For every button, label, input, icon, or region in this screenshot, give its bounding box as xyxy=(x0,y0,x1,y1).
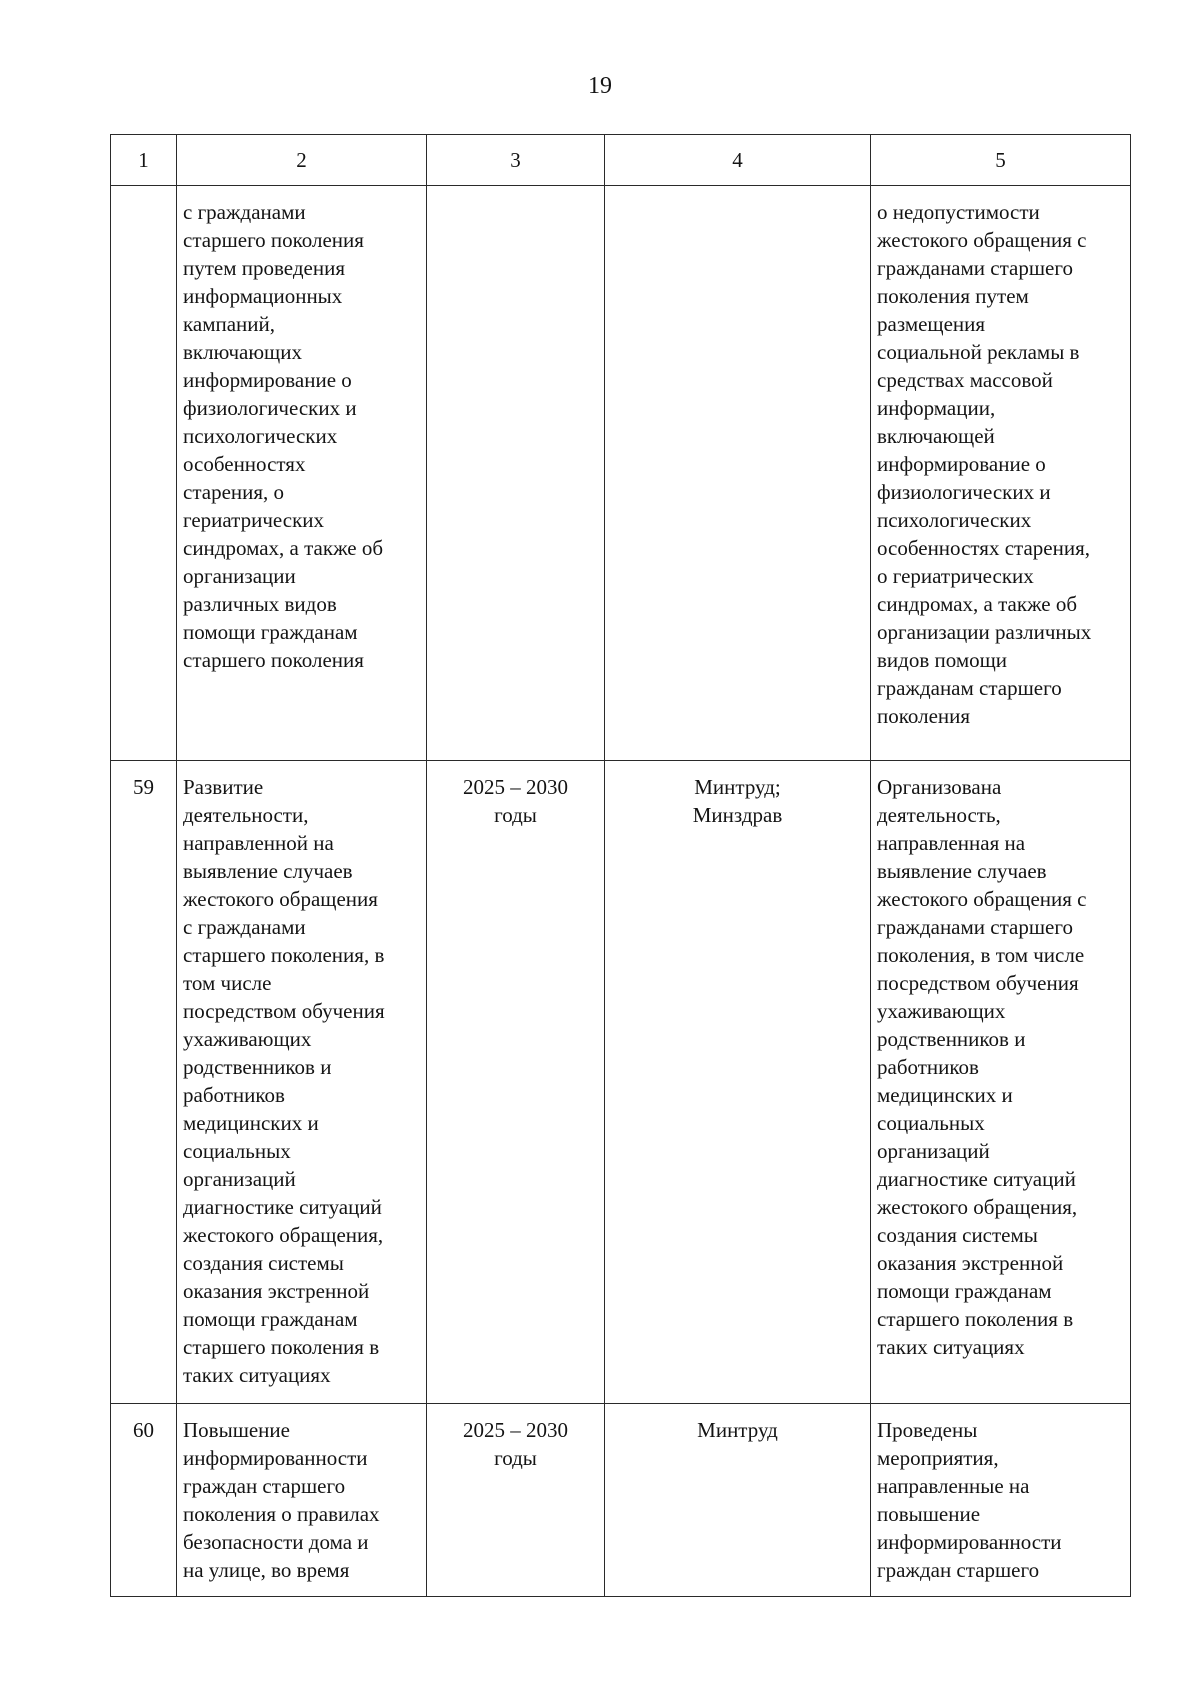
result-line: ухаживающих xyxy=(877,999,1006,1023)
column-number-row xyxy=(111,135,1131,186)
measure-line: старения, о xyxy=(183,480,285,504)
result-line: информирование о xyxy=(877,452,1046,476)
column-header-2: 2 xyxy=(177,135,427,186)
result-line: социальных xyxy=(877,1111,985,1135)
result-line: о гериатрических xyxy=(877,564,1034,588)
measure-line: посредством обучения xyxy=(183,999,385,1023)
measure-line: том числе xyxy=(183,971,272,995)
measure-line: Развитие xyxy=(183,775,264,799)
column-header-3: 3 xyxy=(427,135,605,186)
result-line: жестокого обращения с xyxy=(877,228,1087,252)
responsible-line: Минздрав xyxy=(692,803,783,827)
result-line: размещения xyxy=(877,312,986,336)
table-row xyxy=(111,761,1131,1404)
column-header-4: 4 xyxy=(605,135,871,186)
measure-line: родственников и xyxy=(183,1055,332,1079)
measure-line: оказания экстренной xyxy=(183,1279,370,1303)
result-line: повышение xyxy=(877,1502,981,1526)
result-line: граждан старшего xyxy=(877,1558,1040,1582)
result-line: синдромах, а также об xyxy=(877,592,1078,616)
result-line: диагностике ситуаций xyxy=(877,1167,1076,1191)
measure-line: жестокого обращения, xyxy=(183,1223,384,1247)
term-cell xyxy=(427,761,605,1404)
measure-line: старшего поколения в xyxy=(183,1335,380,1359)
result-line: организаций xyxy=(877,1139,990,1163)
measure-line: включающих xyxy=(183,340,302,364)
result-line: психологических xyxy=(877,508,1032,532)
result-line: гражданами старшего xyxy=(877,256,1073,280)
result-line: жестокого обращения, xyxy=(877,1195,1078,1219)
measure-line: с гражданами xyxy=(183,200,306,224)
result-line: медицинских и xyxy=(877,1083,1013,1107)
measure-line: информированности xyxy=(183,1446,368,1470)
term-line: 2025 – 2030 xyxy=(463,775,568,799)
measure-line: медицинских и xyxy=(183,1111,319,1135)
measure-line: с гражданами xyxy=(183,915,306,939)
result-line: особенностях старения, xyxy=(877,536,1090,560)
term-cell xyxy=(427,186,605,761)
column-header-5: 5 xyxy=(871,135,1131,186)
table-row xyxy=(111,186,1131,761)
measure-line: организаций xyxy=(183,1167,296,1191)
measure-line: безопасности дома и xyxy=(183,1530,369,1554)
result-line: оказания экстренной xyxy=(877,1251,1064,1275)
measure-line: выявление случаев xyxy=(183,859,353,883)
responsible-line: Минтруд; xyxy=(694,775,781,799)
page-number: 19 xyxy=(588,73,612,99)
result-cell xyxy=(871,1404,1131,1597)
action-plan-table xyxy=(110,134,1131,1597)
measure-line: жестокого обращения xyxy=(183,887,378,911)
result-line: выявление случаев xyxy=(877,859,1047,883)
result-line: гражданами старшего xyxy=(877,915,1073,939)
measure-line: физиологических и xyxy=(183,396,357,420)
measure-line: гериатрических xyxy=(183,508,325,532)
result-line: Проведены xyxy=(877,1418,978,1442)
result-line: гражданам старшего xyxy=(877,676,1062,700)
responsible-line: Минтруд xyxy=(697,1418,778,1442)
result-line: видов помощи xyxy=(877,648,1008,672)
measure-line: работников xyxy=(183,1083,285,1107)
result-line: организации различных xyxy=(877,620,1092,644)
result-line: информации, xyxy=(877,396,996,420)
row-number-cell: 60 xyxy=(111,1404,177,1597)
measure-line: поколения о правилах xyxy=(183,1502,380,1526)
result-line: поколения путем xyxy=(877,284,1029,308)
measure-line: направленной на xyxy=(183,831,334,855)
result-line: поколения, в том числе xyxy=(877,943,1085,967)
result-line: физиологических и xyxy=(877,480,1051,504)
measure-line: старшего поколения, в xyxy=(183,943,385,967)
measure-line: психологических xyxy=(183,424,338,448)
result-line: старшего поколения в xyxy=(877,1307,1074,1331)
result-line: поколения xyxy=(877,704,971,728)
result-line: социальной рекламы в xyxy=(877,340,1080,364)
result-cell xyxy=(871,186,1131,761)
measure-line: синдромах, а также об xyxy=(183,536,384,560)
row-number-cell xyxy=(111,186,177,761)
term-line: годы xyxy=(494,803,537,827)
column-header-1: 1 xyxy=(111,135,177,186)
measure-cell xyxy=(177,1404,427,1597)
measure-line: социальных xyxy=(183,1139,291,1163)
result-line: мероприятия, xyxy=(877,1446,999,1470)
responsible-cell xyxy=(605,186,871,761)
result-line: деятельность, xyxy=(877,803,1001,827)
result-cell xyxy=(871,761,1131,1404)
result-line: направленные на xyxy=(877,1474,1030,1498)
measure-line: старшего поколения xyxy=(183,228,364,252)
term-cell xyxy=(427,1404,605,1597)
measure-line: создания системы xyxy=(183,1251,344,1275)
responsible-cell xyxy=(605,1404,871,1597)
measure-line: путем проведения xyxy=(183,256,345,280)
measure-line: помощи гражданам xyxy=(183,1307,358,1331)
measure-line: помощи гражданам xyxy=(183,620,358,644)
measure-line: ухаживающих xyxy=(183,1027,312,1051)
measure-line: деятельности, xyxy=(183,803,309,827)
measure-line: граждан старшего xyxy=(183,1474,346,1498)
row-number-cell: 59 xyxy=(111,761,177,1404)
result-line: родственников и xyxy=(877,1027,1026,1051)
term-line: годы xyxy=(494,1446,537,1470)
result-line: посредством обучения xyxy=(877,971,1079,995)
measure-line: таких ситуациях xyxy=(183,1363,331,1387)
measure-line: на улице, во время xyxy=(183,1558,350,1582)
measure-line: различных видов xyxy=(183,592,337,616)
result-line: Организована xyxy=(877,775,1002,799)
measure-line: информационных xyxy=(183,284,343,308)
result-line: помощи гражданам xyxy=(877,1279,1052,1303)
result-line: средствах массовой xyxy=(877,368,1053,392)
result-line: таких ситуациях xyxy=(877,1335,1025,1359)
result-line: включающей xyxy=(877,424,995,448)
result-line: создания системы xyxy=(877,1223,1038,1247)
measure-line: организации xyxy=(183,564,296,588)
measure-cell xyxy=(177,761,427,1404)
measure-line: особенностях xyxy=(183,452,306,476)
term-line: 2025 – 2030 xyxy=(463,1418,568,1442)
responsible-cell xyxy=(605,761,871,1404)
result-line: о недопустимости xyxy=(877,200,1040,224)
measure-line: старшего поколения xyxy=(183,648,364,672)
measure-line: информирование о xyxy=(183,368,352,392)
result-line: жестокого обращения с xyxy=(877,887,1087,911)
measure-line: кампаний, xyxy=(183,312,276,336)
result-line: работников xyxy=(877,1055,979,1079)
result-line: информированности xyxy=(877,1530,1062,1554)
measure-line: диагностике ситуаций xyxy=(183,1195,382,1219)
measure-cell xyxy=(177,186,427,761)
measure-line: Повышение xyxy=(183,1418,290,1442)
result-line: направленная на xyxy=(877,831,1026,855)
table-row xyxy=(111,1404,1131,1597)
